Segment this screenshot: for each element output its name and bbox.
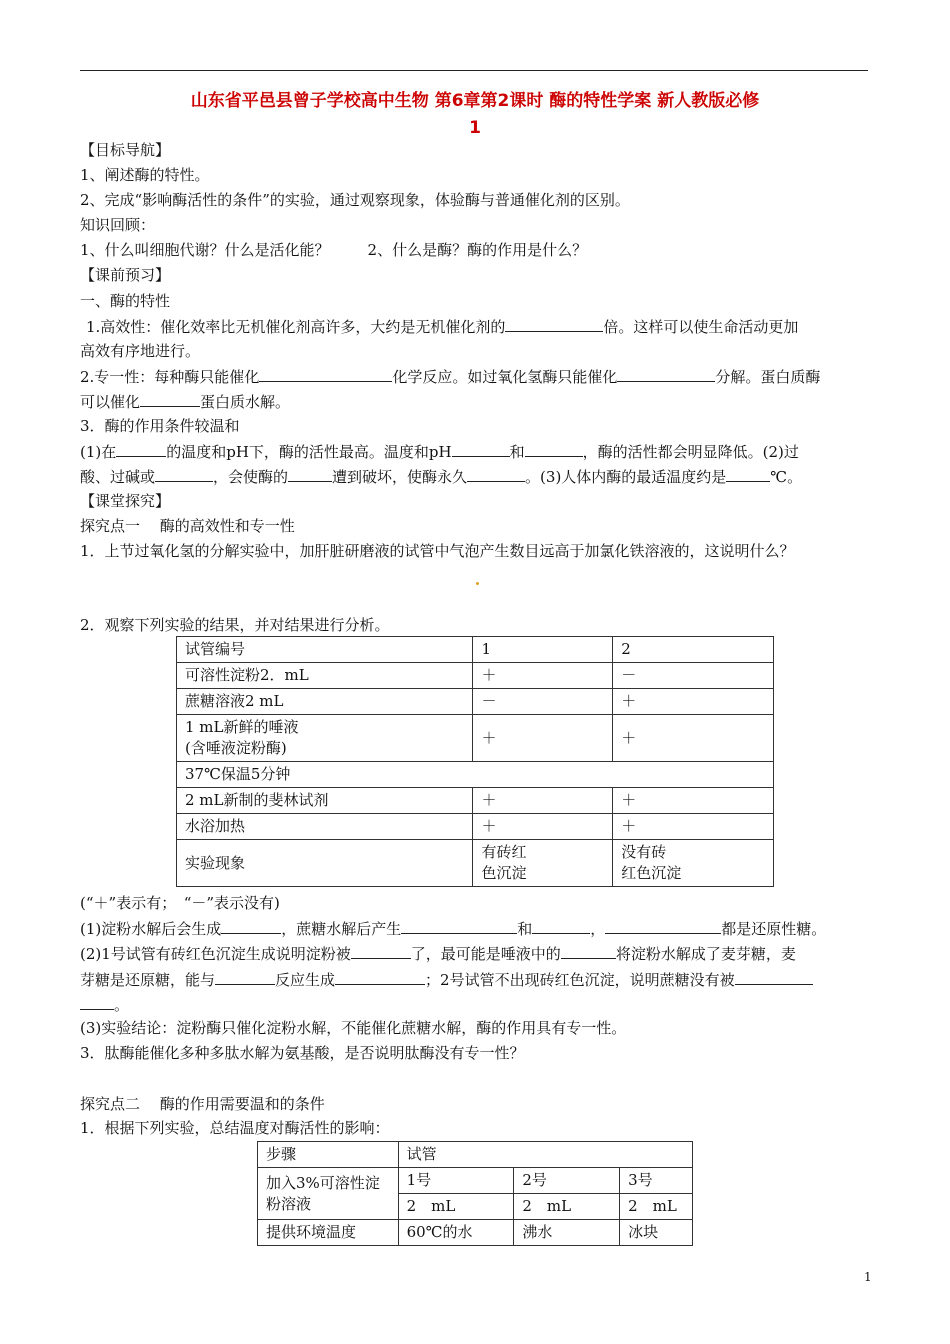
text: (1)在 — [80, 443, 117, 461]
para-specificity — [80, 366, 820, 387]
table-cell: 冰块 — [620, 1220, 693, 1246]
table-cell: 2 mL — [514, 1194, 620, 1220]
section-class: 【课堂探究】 — [80, 492, 171, 510]
table-row — [258, 1168, 693, 1194]
table-cell: 可溶性淀粉2．mL — [177, 663, 473, 689]
fill-blank[interactable] — [401, 918, 517, 934]
table-cell: ＋ — [473, 663, 613, 689]
text: 2.专一性：每种酶只能催化 — [80, 368, 260, 386]
review-q2: 2、什么是酶？酶的作用是什么？ — [367, 241, 588, 259]
temperature-table — [257, 1141, 693, 1246]
speck — [476, 582, 479, 585]
table-cell: － — [613, 663, 774, 689]
table-row — [177, 762, 774, 788]
table-row — [177, 788, 774, 814]
text: 了，最可能是唾液中的 — [410, 945, 561, 963]
cell-line: 有砖红 — [481, 843, 527, 861]
title-line-2: 1 — [469, 118, 481, 138]
text: ，酶的活性都会明显降低。(2)过 — [582, 443, 799, 461]
cell-line: (含唾液淀粉酶) — [185, 739, 287, 757]
fill-blank[interactable] — [155, 466, 213, 482]
table-cell: 2 mL新制的斐林试剂 — [177, 788, 473, 814]
table-cell: ＋ — [613, 715, 774, 762]
analysis-conclusion: (3)实验结论：淀粉酶只催化淀粉水解，不能催化蔗糖水解，酶的作用具有专一性。 — [80, 1019, 627, 1037]
table-cell: － — [473, 689, 613, 715]
table-cell: ＋ — [473, 715, 613, 762]
table-cell: 2 mL — [398, 1194, 514, 1220]
fill-blank[interactable] — [617, 366, 715, 382]
table-row — [177, 663, 774, 689]
table-cell: 试管 — [398, 1142, 692, 1168]
table-cell: 沸水 — [514, 1220, 620, 1246]
page-number: 1 — [864, 1270, 872, 1284]
text: (1)淀粉水解后会生成 — [80, 920, 222, 938]
goal-2: 2、完成“影响酶活性的条件”的实验，通过观察现象，体验酶与普通催化剂的区别。 — [80, 191, 630, 209]
text: 1.高效性：催化效率比无机催化剂高许多，大约是无机催化剂的 — [86, 318, 506, 336]
table-cell — [258, 1168, 399, 1220]
fill-blank[interactable] — [532, 918, 590, 934]
table-cell — [613, 840, 774, 887]
table-cell: 1号 — [398, 1168, 514, 1194]
fill-blank[interactable] — [452, 441, 510, 457]
question-3: 3．肽酶能催化多种多肽水解为氨基酸，是否说明肽酶没有专一性？ — [80, 1044, 525, 1062]
analysis-1 — [80, 918, 826, 939]
fill-blank[interactable] — [605, 918, 721, 934]
cell-line: 粉溶液 — [266, 1194, 312, 1213]
table-cell: 水浴加热 — [177, 814, 473, 840]
fill-blank[interactable] — [561, 943, 616, 959]
para-specificity-cont — [80, 391, 290, 412]
table-cell — [177, 715, 473, 762]
explore-point-2: 探究点二 酶的作用需要温和的条件 — [80, 1095, 325, 1113]
question-4: 1．根据下列实验，总结温度对酶活性的影响： — [80, 1119, 390, 1137]
table-cell: 2 mL — [620, 1194, 693, 1220]
cell-line: 色沉淀 — [481, 864, 527, 882]
table-cell: ＋ — [613, 689, 774, 715]
text: 化学反应。如过氧化氢酶只能催化 — [392, 368, 618, 386]
title-line-1: 山东省平邑县曾子学校高中生物 第6章第2课时 酶的特性学案 新人教版必修 — [190, 91, 760, 111]
review-heading: 知识回顾： — [80, 216, 156, 234]
fill-blank[interactable] — [221, 918, 281, 934]
fill-blank[interactable] — [259, 366, 392, 382]
text: 遭到破坏，使酶永久 — [332, 468, 468, 486]
table-row — [177, 689, 774, 715]
section-preview: 【课前预习】 — [80, 266, 171, 284]
cell-line: 1 mL新鲜的唾液 — [185, 718, 299, 736]
text: 和 — [509, 443, 525, 461]
text: ；2号试管不出现砖红色沉淀，说明蔗糖没有被 — [425, 971, 735, 989]
para-efficiency-cont: 高效有序地进行。 — [80, 342, 201, 360]
text: 。(3)人体内酶的最适温度约是 — [525, 468, 727, 486]
question-2: 2．观察下列实验的结果，并对结果进行分析。 — [80, 616, 390, 634]
analysis-3 — [80, 969, 813, 990]
explore-point-1: 探究点一 酶的高效性和专一性 — [80, 517, 295, 535]
text: 蛋白质水解。 — [200, 393, 291, 411]
table-cell: 1 — [473, 637, 613, 663]
para-mild: 3．酶的作用条件较温和 — [80, 417, 240, 435]
goal-1: 1、阐述酶的特性。 — [80, 166, 210, 184]
question-1: 1．上节过氧化氢的分解实验中，加肝脏研磨液的试管中气泡产生数目远高于加氯化铁溶液的，这说明什么？ — [80, 542, 795, 560]
table-row — [177, 715, 774, 762]
table-row — [258, 1220, 693, 1246]
table-cell: 37℃保温5分钟 — [177, 762, 774, 788]
fill-blank[interactable] — [140, 391, 200, 407]
text: 。 — [114, 996, 130, 1014]
fill-blank[interactable] — [335, 969, 425, 985]
table-cell: 蔗糖溶液2 mL — [177, 689, 473, 715]
fill-blank[interactable] — [215, 969, 275, 985]
para-efficiency — [86, 316, 798, 337]
cell-line: 加入3%可溶性淀 — [266, 1173, 380, 1192]
text: 和 — [517, 920, 533, 938]
analysis-2 — [80, 943, 796, 964]
fill-blank[interactable] — [288, 466, 332, 482]
table-row — [177, 840, 774, 887]
fill-blank[interactable] — [505, 316, 603, 332]
para-conditions-1 — [80, 441, 799, 462]
fill-blank[interactable] — [735, 969, 813, 985]
text: 倍。这样可以使生命活动更加 — [603, 318, 799, 336]
table-cell: 3号 — [620, 1168, 693, 1194]
text: 酸、过碱或 — [80, 468, 156, 486]
legend: (“＋”表示有； “－”表示没有) — [80, 894, 280, 912]
text: ，蔗糖水解后产生 — [281, 920, 402, 938]
table-cell: ＋ — [473, 814, 613, 840]
table-cell: 2 — [613, 637, 774, 663]
fill-blank[interactable] — [467, 466, 525, 482]
text: 都是还原性糖。 — [721, 920, 827, 938]
text: 将淀粉水解成了麦芽糖，麦 — [615, 945, 796, 963]
text: 可以催化 — [80, 393, 141, 411]
heading-enzyme-properties: 一、酶的特性 — [80, 292, 171, 310]
section-goal: 【目标导航】 — [80, 141, 171, 159]
text: (2)1号试管有砖红色沉淀生成说明淀粉被 — [80, 945, 351, 963]
text: ℃。 — [770, 468, 803, 486]
analysis-4 — [80, 994, 129, 1015]
text: 分解。蛋白质酶 — [715, 368, 821, 386]
text: ，会使酶的 — [213, 468, 289, 486]
fill-blank[interactable] — [525, 441, 583, 457]
table-cell: ＋ — [613, 814, 774, 840]
table-cell: 步骤 — [258, 1142, 399, 1168]
table-cell — [473, 840, 613, 887]
table-cell: 实验现象 — [177, 840, 473, 887]
document-title — [80, 88, 870, 142]
text: ， — [590, 920, 606, 938]
table-cell: ＋ — [473, 788, 613, 814]
text: 的温度和pH下，酶的活性最高。温度和pH — [166, 443, 452, 461]
table-cell: 试管编号 — [177, 637, 473, 663]
fill-blank[interactable] — [726, 466, 770, 482]
table-cell: ＋ — [613, 788, 774, 814]
specificity-table — [176, 636, 774, 887]
table-cell: 60℃的水 — [398, 1220, 514, 1246]
fill-blank[interactable] — [116, 441, 166, 457]
review-q1: 1、什么叫细胞代谢？什么是活化能？ — [80, 241, 330, 259]
table-row — [177, 814, 774, 840]
fill-blank[interactable] — [351, 943, 411, 959]
cell-line: 没有砖 — [621, 843, 667, 861]
cell-line: 红色沉淀 — [621, 864, 682, 882]
table-cell: 2号 — [514, 1168, 620, 1194]
table-row — [177, 637, 774, 663]
text: 芽糖是还原糖，能与 — [80, 971, 216, 989]
para-conditions-2 — [80, 466, 802, 487]
review-questions — [80, 240, 587, 260]
table-row — [258, 1142, 693, 1168]
table-cell: 提供环境温度 — [258, 1220, 399, 1246]
fill-blank[interactable] — [80, 994, 114, 1010]
top-rule — [80, 70, 868, 71]
text: 反应生成 — [275, 971, 336, 989]
